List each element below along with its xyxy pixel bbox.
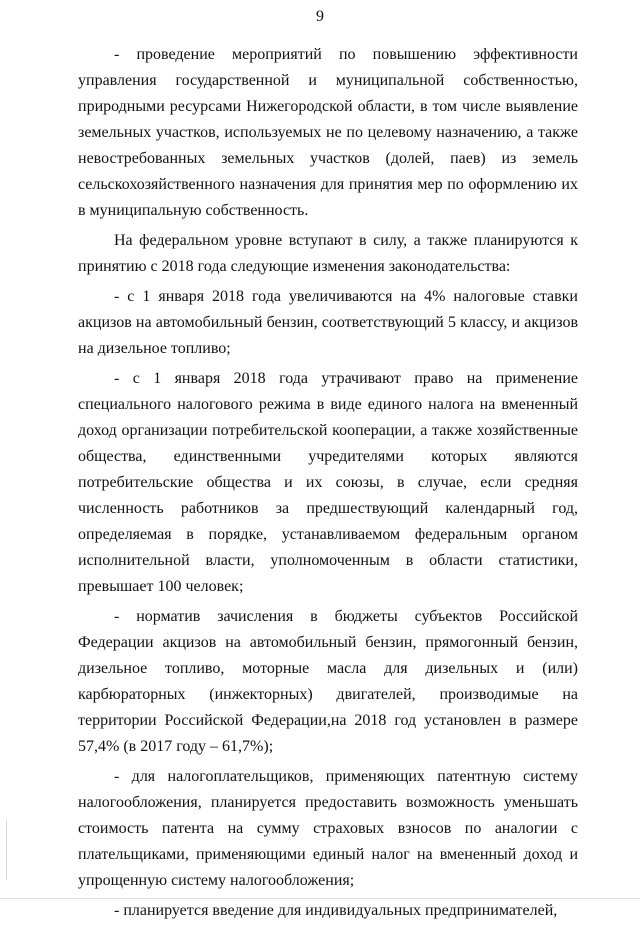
page-number: 9 [316, 8, 324, 25]
paragraph-patent-system: - для налогоплательщиков, применяющих патентную систему налогообложения, планируется предоставить возможность уменьшать стоимость патента на сумму страховых взносов по аналогии с плательщиками, применяющими единый налог на вмененный доход и упрощенную систему налогообложения; [78, 768, 578, 889]
paragraph-entrepreneurs: - планируется введение для индивидуальных предпринимателей, [114, 902, 558, 919]
paragraph-property-management: - проведение мероприятий по повышению эффективности управления государственной и муниципальной собственностью, природными ресурсами Нижегородской области, в том числе выявление земельных участков, используемых не по целевому назначению, а также невостребованных земельных участков (долей, паев) из земель сельскохозяйственного назначения для принятия мер по оформлению их в муниципальную собственность. [78, 46, 578, 219]
scan-edge-bottom [0, 898, 640, 899]
paragraph-federal-changes-intro: На федеральном уровне вступают в силу, а также планируются к принятию с 2018 года следующие изменения законодательства: [78, 232, 578, 275]
document-body [78, 42, 578, 928]
paragraph-special-tax-regime: - с 1 января 2018 года утрачивают право на применение специального налогового режима в виде единого налога на вмененный доход организации потребительской кооперации, а также хозяйственные общества, единственными учредителями которых являются потребительские общества и их союзы, в случае, если средняя численность работников за предшествующий календарный год, определяемая в порядке, устанавливаемом федеральным органом исполнительной власти, уполномоченным в области статистики, превышает 100 человек; [78, 370, 578, 595]
paragraph-excise-rates: - с 1 января 2018 года увеличиваются на 4% налоговые ставки акцизов на автомобильный бензин, соответствующий 5 классу, и акцизов на дизельное топливо; [78, 288, 578, 357]
scan-edge-left [6, 820, 7, 880]
paragraph-excise-allocation: - норматив зачисления в бюджеты субъектов Российской Федерации акцизов на автомобильный бензин, прямогонный бензин, дизельное топливо, моторные масла для дизельных и (или) карбюраторных (инжекторных) двигателей, производимые на территории Российской Федерации,на 2018 год установлен в размере 57,4% (в 2017 году – 61,7%); [78, 608, 578, 755]
